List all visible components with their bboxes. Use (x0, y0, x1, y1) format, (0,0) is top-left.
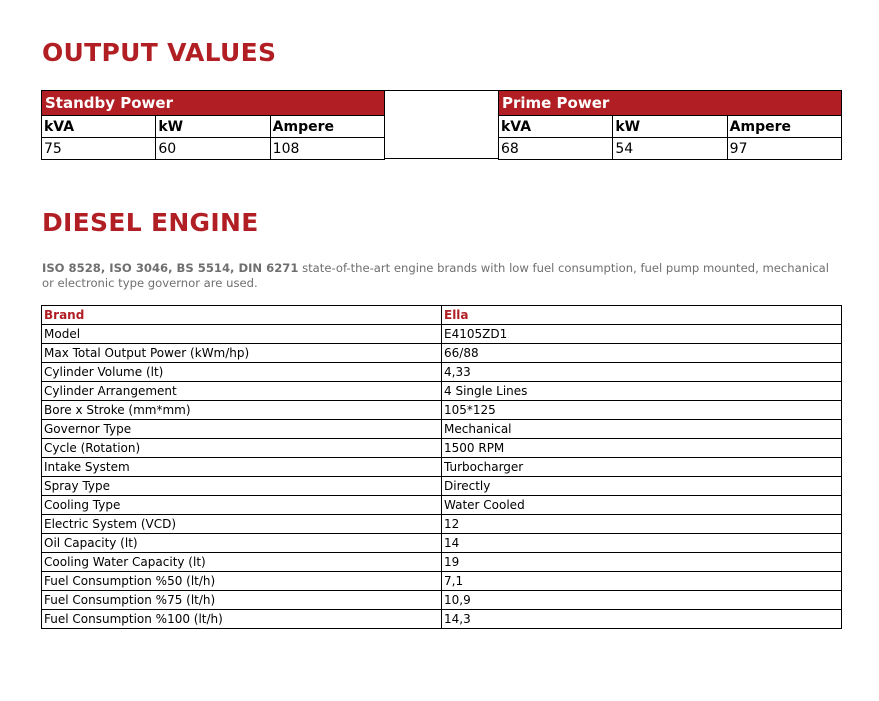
table-row (42, 344, 842, 363)
standby-kw-header: kW (156, 116, 270, 138)
spec-value: 4 Single Lines (442, 382, 842, 401)
spec-value: 10,9 (442, 591, 842, 610)
spec-label: Cylinder Arrangement (42, 382, 442, 401)
spec-label: Model (42, 325, 442, 344)
engine-standards: ISO 8528, ISO 3046, BS 5514, DIN 6271 (42, 261, 299, 275)
engine-intro-text: state-of-the-art engine brands with low fuel consumption, fuel pump mounted, mechanical or electronic type governor are used. (42, 261, 829, 290)
prime-power-header: Prime Power (499, 91, 842, 116)
spec-value: 66/88 (442, 344, 842, 363)
output-values-title: OUTPUT VALUES (42, 38, 277, 67)
prime-kva-value: 68 (499, 138, 613, 160)
standby-kw-value: 60 (156, 138, 270, 160)
spec-value: Turbocharger (442, 458, 842, 477)
table-row (42, 325, 842, 344)
brand-label: Brand (42, 306, 442, 325)
spec-label: Cooling Type (42, 496, 442, 515)
table-row (42, 420, 842, 439)
table-row (42, 439, 842, 458)
table-row (42, 572, 842, 591)
table-row (42, 458, 842, 477)
spec-value: 4,33 (442, 363, 842, 382)
spec-label: Max Total Output Power (kWm/hp) (42, 344, 442, 363)
spec-label: Cylinder Volume (lt) (42, 363, 442, 382)
table-row (42, 591, 842, 610)
spec-value: 14 (442, 534, 842, 553)
standby-power-table (41, 90, 385, 160)
spec-value: 19 (442, 553, 842, 572)
standby-ampere-value: 108 (270, 138, 384, 160)
standby-kva-value: 75 (42, 138, 156, 160)
table-row (42, 515, 842, 534)
spec-value: 1500 RPM (442, 439, 842, 458)
table-row (42, 363, 842, 382)
prime-ampere-header: Ampere (727, 116, 841, 138)
table-row (42, 382, 842, 401)
prime-ampere-value: 97 (727, 138, 841, 160)
spec-value: Directly (442, 477, 842, 496)
prime-kw-value: 54 (613, 138, 727, 160)
standby-kva-header: kVA (42, 116, 156, 138)
table-row (42, 553, 842, 572)
engine-spec-table (41, 305, 842, 629)
prime-kva-header: kVA (499, 116, 613, 138)
diesel-engine-title: DIESEL ENGINE (42, 208, 259, 237)
table-row (42, 496, 842, 515)
standby-ampere-header: Ampere (270, 116, 384, 138)
prime-power-table (498, 90, 842, 160)
spec-value: 7,1 (442, 572, 842, 591)
spec-label: Governor Type (42, 420, 442, 439)
table-row-brand (42, 306, 842, 325)
spec-label: Cycle (Rotation) (42, 439, 442, 458)
engine-intro-paragraph (42, 261, 832, 291)
spec-label: Intake System (42, 458, 442, 477)
spec-label: Electric System (VCD) (42, 515, 442, 534)
spec-label: Fuel Consumption %50 (lt/h) (42, 572, 442, 591)
spec-value: E4105ZD1 (442, 325, 842, 344)
prime-kw-header: kW (613, 116, 727, 138)
standby-power-header: Standby Power (42, 91, 385, 116)
table-gap (384, 90, 498, 159)
spec-value: 12 (442, 515, 842, 534)
spec-value: 14,3 (442, 610, 842, 629)
table-row (42, 610, 842, 629)
table-row (42, 401, 842, 420)
spec-label: Fuel Consumption %100 (lt/h) (42, 610, 442, 629)
spec-value: 105*125 (442, 401, 842, 420)
table-row (42, 534, 842, 553)
brand-value: Ella (442, 306, 842, 325)
spec-label: Cooling Water Capacity (lt) (42, 553, 442, 572)
spec-value: Mechanical (442, 420, 842, 439)
spec-label: Bore x Stroke (mm*mm) (42, 401, 442, 420)
table-row (42, 477, 842, 496)
spec-value: Water Cooled (442, 496, 842, 515)
spec-label: Oil Capacity (lt) (42, 534, 442, 553)
spec-label: Fuel Consumption %75 (lt/h) (42, 591, 442, 610)
spec-label: Spray Type (42, 477, 442, 496)
